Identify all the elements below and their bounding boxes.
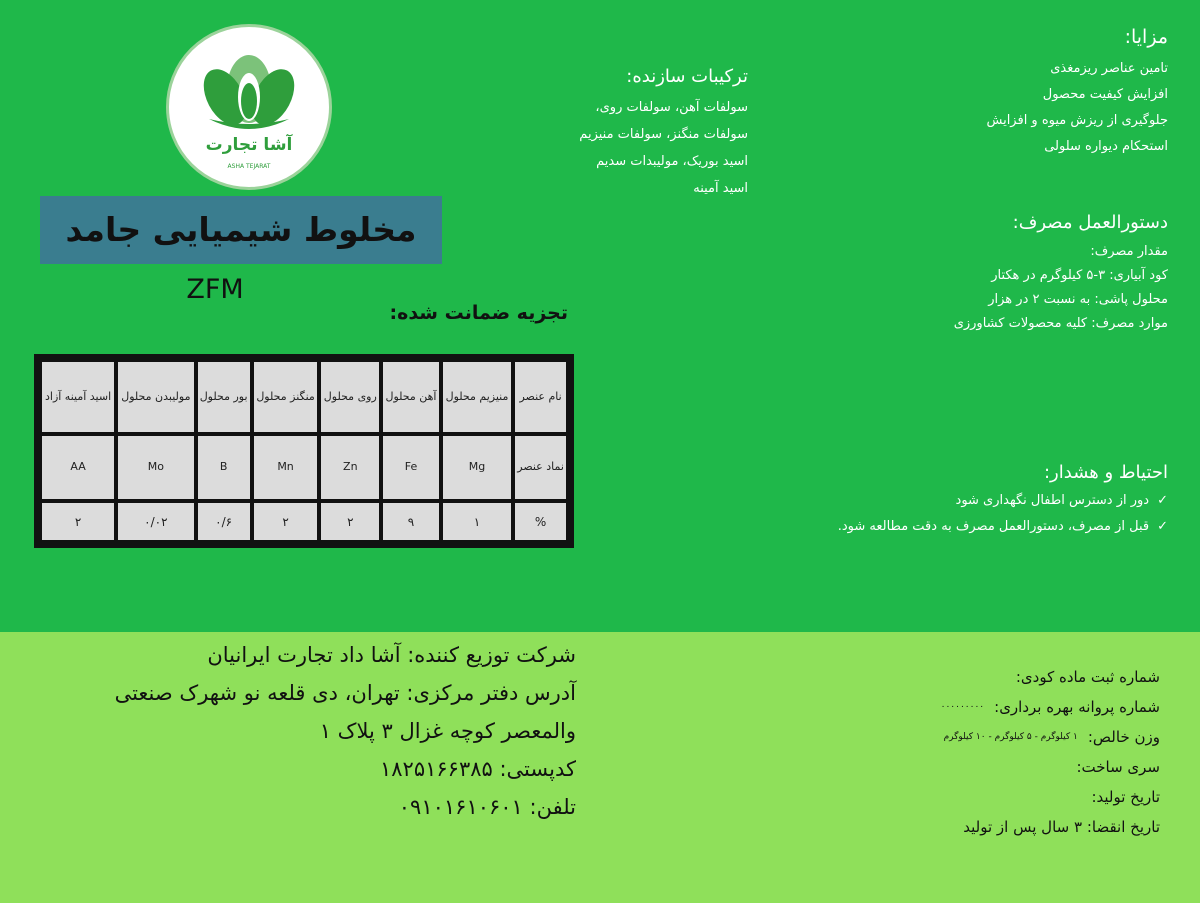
table-cell: ۰/۰۲ [118,503,193,540]
caution-text: قبل از مصرف، دستورالعمل مصرف به دقت مطالعه شود. [837,519,1150,534]
table-cell: نماد عنصر [515,436,566,499]
instruction-item: محلول پاشی: به نسبت ۲ در هزار [988,292,1168,307]
caution-item [720,488,1168,514]
registration-value: ۰۰۰۰۰۰۰۰۰ [940,702,985,712]
table-header-cell: منگنز محلول [254,362,318,432]
table-cell: ۲ [42,503,114,540]
registration-row [820,692,1160,722]
caution-text: دور از دسترس اطفال نگهداری شود [955,493,1150,508]
table-header-cell: آهن محلول [383,362,439,432]
table-cell: % [515,503,566,540]
table-cell: ۰/۶ [198,503,250,540]
table-header-cell: اسید آمینه آزاد [42,362,114,432]
table-cell: Mn [254,436,318,499]
composition-item: اسید بوریک، مولیبدات سدیم [596,154,748,169]
table-header-cell: نام عنصر [515,362,566,432]
distributor-line: شرکت توزیع کننده: آشا داد تجارت ایرانیان [207,643,576,667]
analysis-grid [38,358,570,544]
distributor-line: آدرس دفتر مرکزی: تهران، دی قلعه نو شهرک صنعتی [114,681,576,705]
brand-logo [166,24,332,190]
registration-label: تاریخ تولید: [1091,788,1160,806]
distributor-line: تلفن: ۰۹۱۰۱۶۱۰۶۰۱ [398,795,576,819]
advantages-list [880,56,1168,160]
registration-row [820,752,1160,782]
table-cell: AA [42,436,114,499]
registration-row [820,662,1160,692]
table-cell: Mo [118,436,193,499]
registration-label: شماره پروانه بهره برداری: [994,698,1160,716]
composition-item: اسید آمینه [693,181,748,196]
instructions-title: دستورالعمل مصرف: [1012,212,1168,233]
brand-name: آشا تجارت [205,135,293,155]
analysis-table [34,354,574,548]
table-cell: Fe [383,436,439,499]
instructions-list [860,240,1168,336]
product-code: ZFM [186,274,244,305]
caution-item [720,514,1168,540]
table-cell: B [198,436,250,499]
table-cell: ۲ [254,503,318,540]
checkmark-icon: ✓ [1157,519,1168,534]
composition-item: سولفات آهن، سولفات روی، [595,100,748,115]
composition-item: سولفات منگنز، سولفات منیزیم [579,127,748,142]
table-cell: ۲ [321,503,379,540]
registration-info [820,662,1160,842]
table-row [42,503,566,540]
checkmark-icon: ✓ [1157,493,1168,508]
table-cell: ۹ [383,503,439,540]
advantages-title: مزایا: [1124,26,1168,48]
table-header-cell: بور محلول [198,362,250,432]
cautions-title: احتیاط و هشدار: [1043,462,1168,483]
registration-label: تاریخ انقضا: ۳ سال پس از تولید [963,818,1160,836]
registration-label: شماره ثبت ماده کودی: [1015,668,1160,686]
table-row [42,362,566,432]
instruction-item: کود آبیاری: ۳-۵ کیلوگرم در هکتار [991,268,1168,283]
brand-subtitle: ASHA TEJARAT [227,163,271,170]
advantage-item: تامین عناصر ریزمغذی [1050,61,1168,76]
registration-label: سری ساخت: [1076,758,1160,776]
registration-row [820,722,1160,752]
registration-row [820,812,1160,842]
advantage-item: جلوگیری از ریزش میوه و افزایش [986,113,1168,128]
advantage-item: افزایش کیفیت محصول [1042,87,1168,102]
composition-title: ترکیبات سازنده: [626,66,748,87]
registration-value: ۱ کیلوگرم - ۵ کیلوگرم - ۱۰ کیلوگرم [943,732,1078,742]
cautions-list [720,488,1168,540]
table-header-cell: منیزیم محلول [443,362,511,432]
distributor-info [20,636,576,826]
advantage-item: استحکام دیواره سلولی [1044,139,1168,154]
analysis-title: تجزیه ضمانت شده: [389,302,568,324]
table-header-cell: مولیبدن محلول [118,362,193,432]
product-title: مخلوط شیمیایی جامد [65,210,417,249]
table-header-cell: روی محلول [321,362,379,432]
registration-label: وزن خالص: [1087,728,1160,746]
distributor-line: والمعصر کوچه غزال ۳ پلاک ۱ [319,719,576,743]
distributor-line: کدپستی: ۱۸۲۵۱۶۶۳۸۵ [380,757,576,781]
table-cell: Zn [321,436,379,499]
product-title-box [40,196,442,264]
table-cell: Mg [443,436,511,499]
table-row [42,436,566,499]
instruction-item: مقدار مصرف: [1090,244,1168,259]
table-cell: ۱ [443,503,511,540]
registration-row [820,782,1160,812]
composition-list [470,94,748,202]
instruction-item: موارد مصرف: کلیه محصولات کشاورزی [953,316,1168,331]
